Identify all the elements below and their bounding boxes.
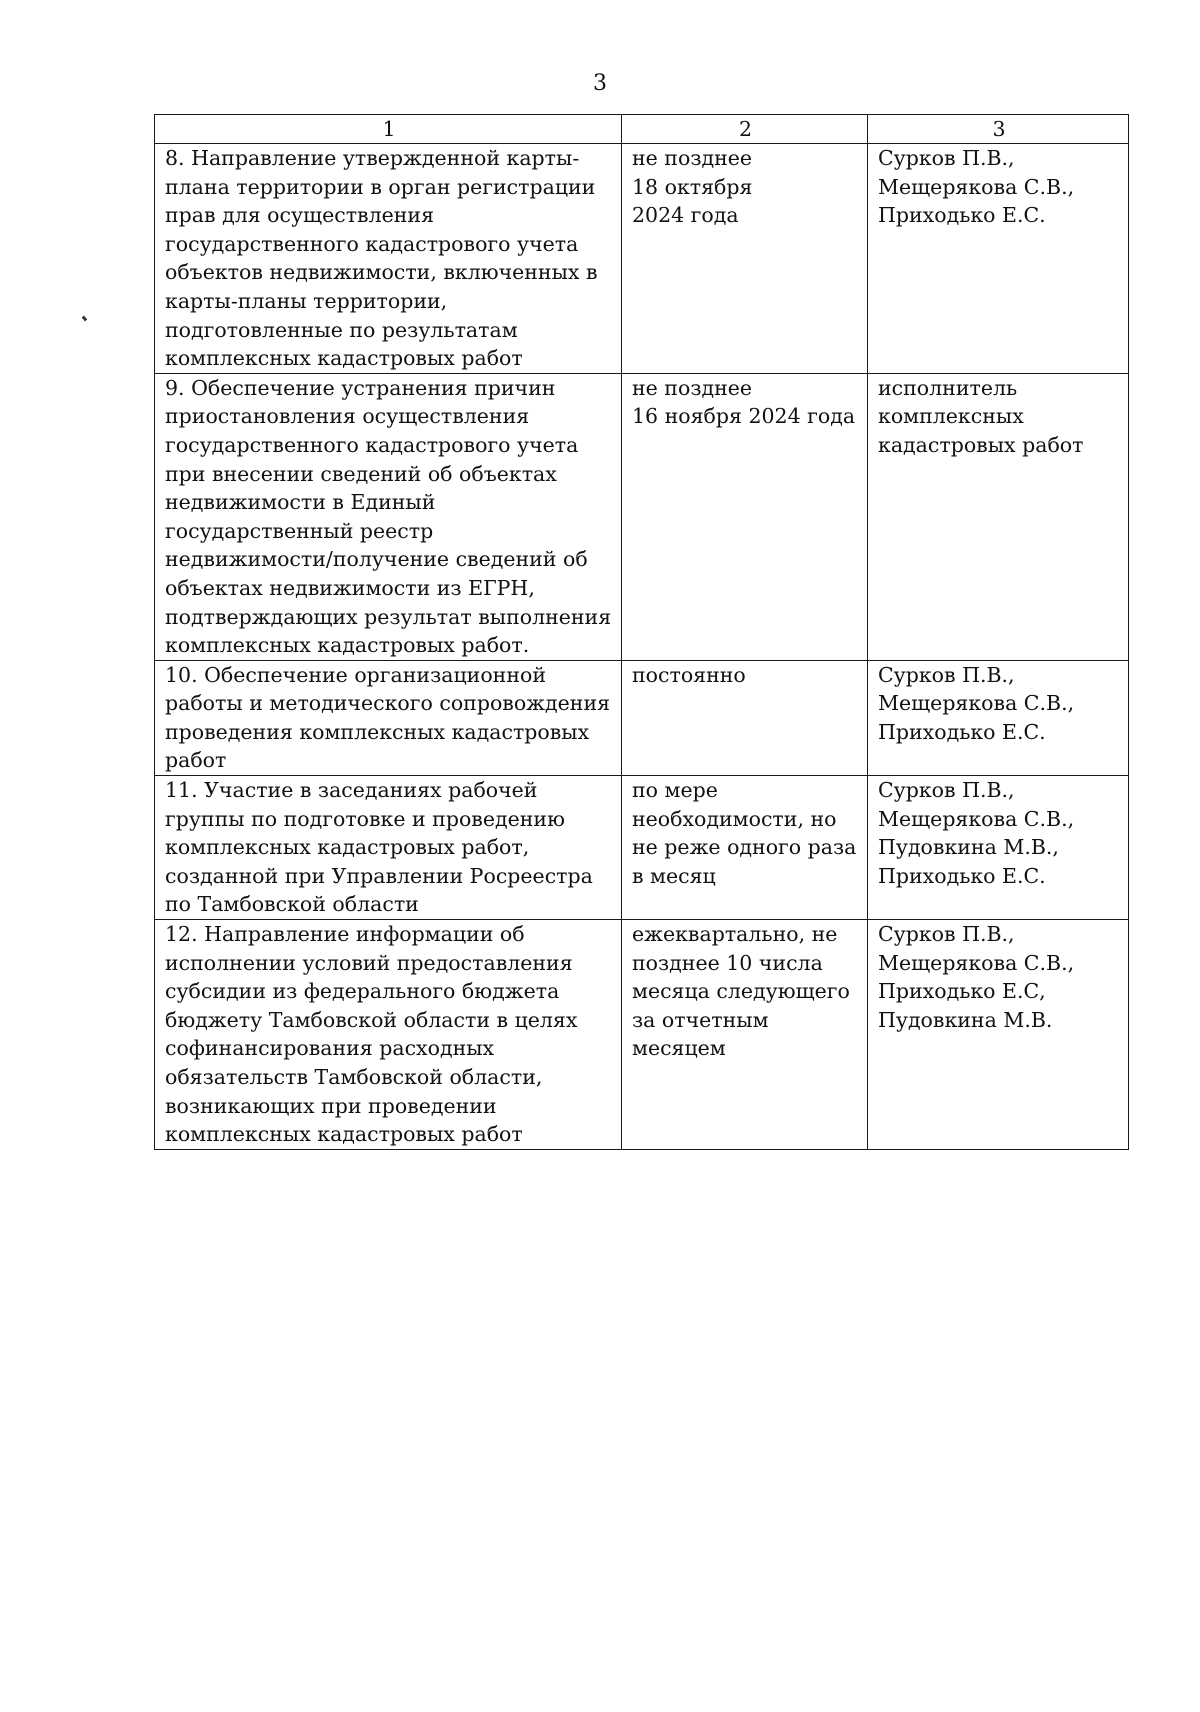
text-line: Сурков П.В., <box>878 778 1015 803</box>
text-line: Мещерякова С.В., <box>878 806 1075 831</box>
task-cell <box>155 144 622 374</box>
text-line: 16 ноября 2024 года <box>632 404 856 429</box>
text-line: проведения комплексных кадастровых <box>165 719 590 744</box>
text-line: объектов недвижимости, включенных в <box>165 260 598 285</box>
text-line: плана территории в орган регистрации <box>165 174 596 199</box>
table-row <box>155 776 1129 920</box>
table-row <box>155 144 1129 374</box>
text-line: по Тамбовской области <box>165 892 419 917</box>
text-line: 10. Обеспечение организационной <box>165 662 547 687</box>
text-line: прав для осуществления <box>165 203 435 228</box>
deadline-cell <box>622 144 868 374</box>
responsible-cell <box>868 144 1129 374</box>
text-line: возникающих при проведении <box>165 1093 497 1118</box>
text-line: Сурков П.В., <box>878 922 1015 947</box>
text-line: обязательств Тамбовской области, <box>165 1065 543 1089</box>
text-line: бюджету Тамбовской области в целях <box>165 1007 578 1032</box>
schedule-table <box>154 114 1129 1150</box>
text-line: недвижимости/получение сведений об <box>165 547 588 572</box>
task-cell <box>155 373 622 660</box>
text-line: ежеквартально, не <box>632 922 838 947</box>
table-row <box>155 373 1129 660</box>
text-line: комплексных кадастровых работ, <box>165 835 530 860</box>
text-line: Мещерякова С.В., <box>878 691 1075 716</box>
text-line: месяца следующего <box>632 979 850 1004</box>
deadline-cell <box>622 776 868 920</box>
text-line: Приходько Е.С. <box>878 203 1046 228</box>
text-line: в месяц <box>632 863 716 888</box>
text-line: подтверждающих результат выполнения <box>165 604 612 629</box>
page-number: 3 <box>593 71 607 96</box>
task-cell <box>155 660 622 775</box>
responsible-cell <box>868 660 1129 775</box>
task-cell <box>155 776 622 920</box>
text-line: Приходько Е.С. <box>878 863 1046 888</box>
text-line: исполнении условий предоставления <box>165 950 573 975</box>
table-row <box>155 920 1129 1150</box>
text-line: Сурков П.В., <box>878 662 1015 687</box>
text-line: месяцем <box>632 1036 726 1061</box>
deadline-cell <box>622 660 868 775</box>
text-line: не позднее <box>632 375 753 400</box>
text-line: комплексных кадастровых работ <box>165 346 523 371</box>
text-line: работ <box>165 748 227 773</box>
table-row <box>155 660 1129 775</box>
text-line: не реже одного раза <box>632 835 857 860</box>
text-line: при внесении сведений об объектах <box>165 461 557 486</box>
text-line: 9. Обеспечение устранения причин <box>165 375 556 400</box>
text-line: 18 октября <box>632 174 753 199</box>
text-line: Мещерякова С.В., <box>878 950 1075 975</box>
task-cell <box>155 920 622 1150</box>
text-line: карты-планы территории, <box>165 288 448 313</box>
text-line: 2024 года <box>632 203 739 228</box>
text-line: комплексных кадастровых работ. <box>165 633 530 658</box>
text-line: государственный реестр <box>165 518 434 543</box>
deadline-cell <box>622 920 868 1150</box>
column-header-3: 3 <box>868 115 1129 144</box>
column-header-1: 1 <box>155 115 622 144</box>
text-line: кадастровых работ <box>878 432 1084 457</box>
text-line: субсидии из федерального бюджета <box>165 979 560 1004</box>
text-line: комплексных кадастровых работ <box>165 1122 523 1147</box>
text-line: 12. Направление информации об <box>165 922 525 947</box>
text-line: 11. Участие в заседаниях рабочей <box>165 778 538 803</box>
text-line: комплексных <box>878 404 1024 429</box>
text-line: объектах недвижимости из ЕГРН, <box>165 575 535 600</box>
text-line: не позднее <box>632 146 753 170</box>
responsible-cell <box>868 920 1129 1150</box>
text-line: необходимости, но <box>632 806 837 831</box>
text-line: подготовленные по результатам <box>165 317 518 342</box>
deadline-cell <box>622 373 868 660</box>
text-line: созданной при Управлении Росреестра <box>165 863 593 888</box>
text-line: недвижимости в Единый <box>165 490 436 515</box>
text-line: 8. Направление утвержденной карты- <box>165 146 580 170</box>
text-line: Приходько Е.С, <box>878 979 1046 1004</box>
responsible-cell <box>868 373 1129 660</box>
text-line: по мере <box>632 778 718 803</box>
text-line: за отчетным <box>632 1007 769 1032</box>
text-line: государственного кадастрового учета <box>165 432 579 457</box>
text-line: Пудовкина М.В. <box>878 1007 1053 1032</box>
table-body <box>155 144 1129 1150</box>
text-line: группы по подготовке и проведению <box>165 806 565 831</box>
text-line: софинансирования расходных <box>165 1036 495 1061</box>
text-line: работы и методического сопровождения <box>165 691 611 716</box>
text-line: исполнитель <box>878 375 1018 400</box>
text-line: Мещерякова С.В., <box>878 174 1075 199</box>
scan-speck <box>82 316 88 322</box>
text-line: Сурков П.В., <box>878 146 1015 170</box>
responsible-cell <box>868 776 1129 920</box>
text-line: Приходько Е.С. <box>878 719 1046 744</box>
text-line: приостановления осуществления <box>165 404 530 429</box>
text-line: государственного кадастрового учета <box>165 231 579 256</box>
text-line: позднее 10 числа <box>632 950 823 975</box>
text-line: постоянно <box>632 662 746 687</box>
column-header-2: 2 <box>622 115 868 144</box>
table-header-row <box>155 115 1129 144</box>
text-line: Пудовкина М.В., <box>878 835 1059 860</box>
